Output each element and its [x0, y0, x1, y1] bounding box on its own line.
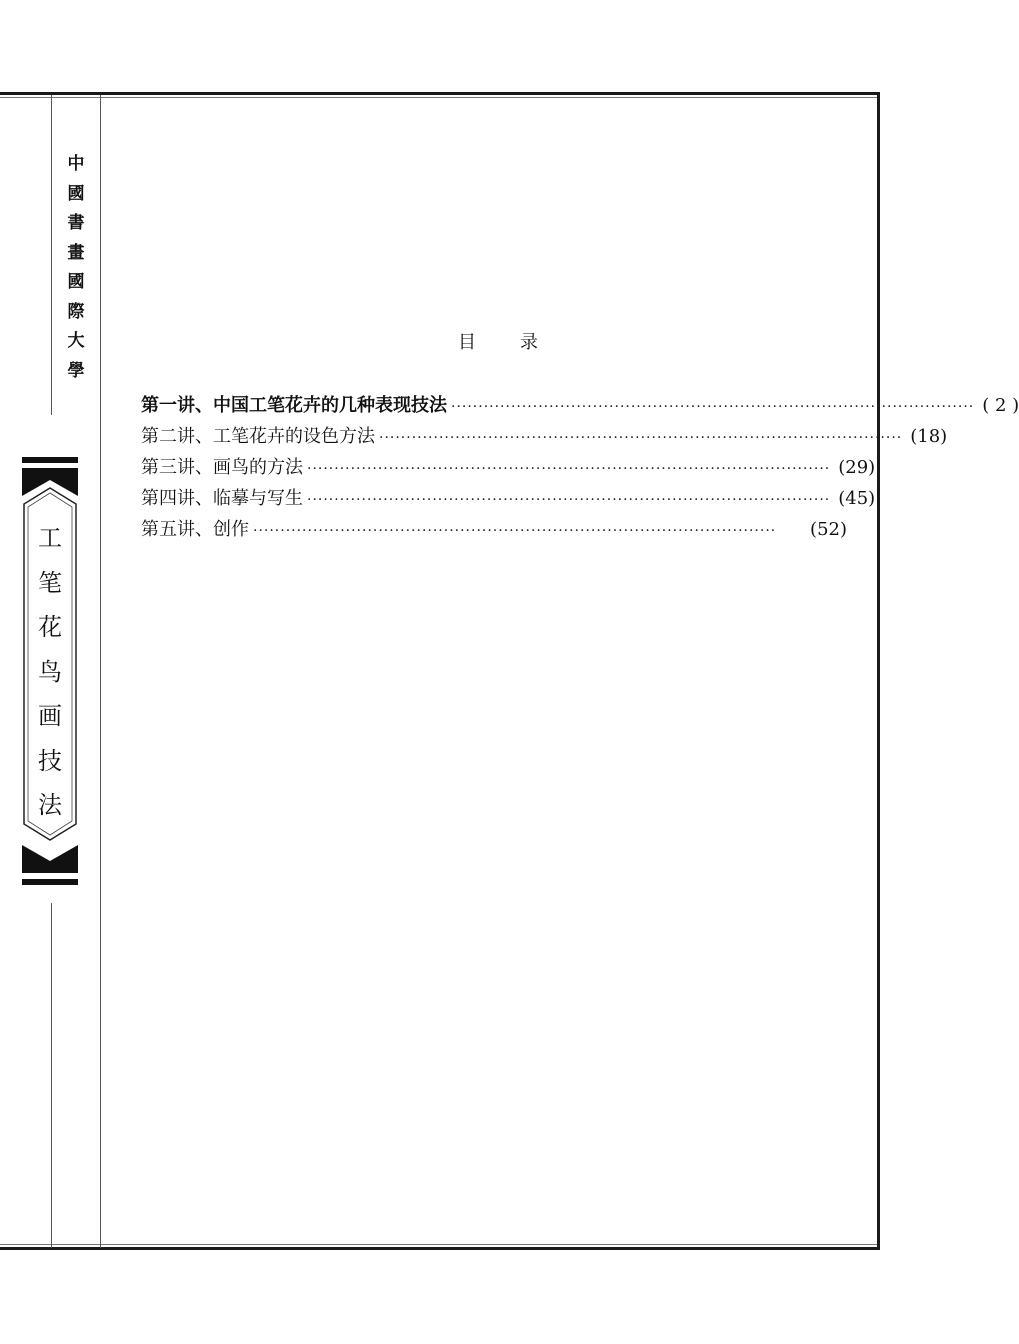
- series-title-char: 際: [67, 301, 85, 322]
- series-title-char: 學: [67, 360, 85, 381]
- table-of-contents: [141, 390, 1019, 545]
- ornament-bar: [22, 457, 78, 463]
- series-title-char: 國: [67, 183, 85, 204]
- toc-entry[interactable]: [141, 421, 948, 452]
- toc-leader-dots: ································································································: [379, 430, 903, 446]
- toc-leader-dots: ································································································: [451, 399, 975, 415]
- page-frame: [0, 92, 880, 1250]
- book-title-char: 技: [38, 746, 62, 775]
- book-title-char: 画: [38, 702, 62, 730]
- toc-leader-dots: ································································································: [307, 461, 831, 477]
- series-title-char: 書: [67, 213, 85, 233]
- toc-entry-title: 第三讲、画鸟的方法: [141, 457, 303, 478]
- series-title-char: 畫: [67, 242, 85, 263]
- toc-entry-title: 第四讲、临摹与写生: [141, 488, 303, 509]
- toc-entry-page: (52): [810, 519, 847, 540]
- book-title-char: 笔: [38, 568, 62, 597]
- toc-entry-title: 第一讲、中国工笔花卉的几种表现技法: [141, 395, 447, 416]
- spine-divider: [51, 95, 52, 415]
- series-title-char: 大: [67, 331, 85, 351]
- contents-heading-right: 录: [520, 332, 538, 353]
- book-title-char: 鸟: [38, 657, 62, 686]
- book-title-char: 花: [38, 613, 62, 641]
- series-title-char: 中: [67, 154, 85, 174]
- toc-entry-page: ( 2 ): [982, 395, 1019, 416]
- book-title: [22, 516, 78, 828]
- toc-entry-page: (18): [910, 426, 948, 447]
- toc-entry-page: (29): [838, 457, 876, 478]
- toc-entry[interactable]: [141, 390, 1019, 421]
- ornament-bar: [22, 879, 78, 885]
- toc-entry-title: 第五讲、创作: [141, 519, 249, 540]
- toc-entry[interactable]: [141, 483, 876, 514]
- toc-entry-title: 第二讲、工笔花卉的设色方法: [141, 426, 375, 447]
- book-title-char: 法: [38, 791, 62, 819]
- toc-entry-page: (45): [838, 488, 876, 509]
- contents-heading-left: 目: [458, 332, 476, 353]
- toc-entry[interactable]: [141, 452, 876, 483]
- ornament-cap-bottom: [22, 843, 78, 873]
- toc-leader-dots: ································································································: [253, 523, 777, 539]
- book-title-char: 工: [38, 524, 62, 552]
- series-title-char: 國: [67, 272, 85, 292]
- contents-heading: [458, 328, 538, 354]
- spine-divider: [51, 903, 52, 1248]
- toc-entry[interactable]: [141, 514, 847, 545]
- toc-leader-dots: ································································································: [307, 492, 831, 508]
- series-title: [60, 150, 92, 386]
- spine-divider: [100, 95, 101, 1248]
